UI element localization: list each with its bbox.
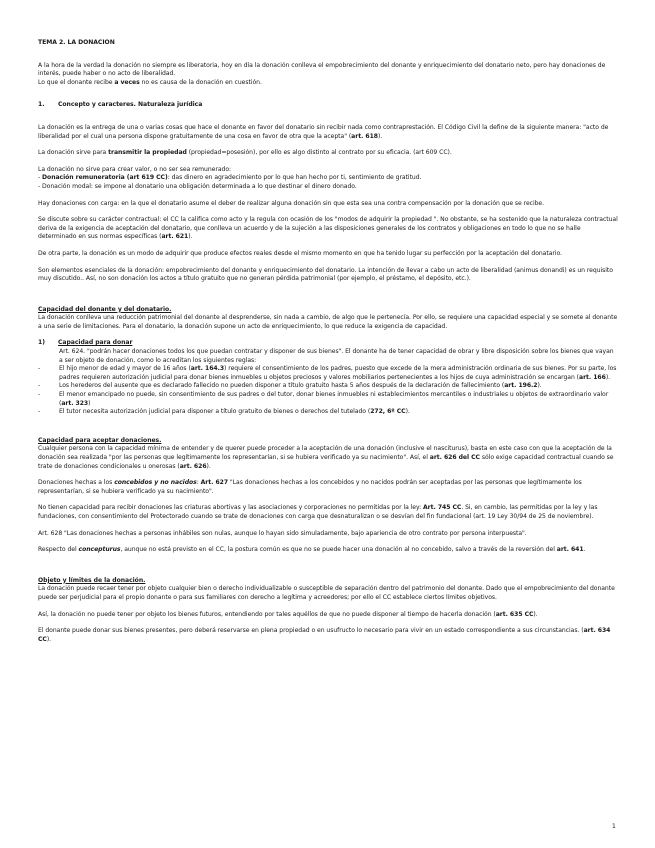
modal-line: - Donación modal: se impone al donatario una obligación determinada a lo que destinar el dinero donado.: [38, 182, 357, 190]
capacidad-heading: Capacidad del donante y del donatario.: [38, 305, 172, 313]
elementos-paragraph: Son elementos esenciales de la donación: empobrecimiento del donante y enriquecimiento del donatario. La intención de llevar a cabo un acto de liberalidad (animus donandi) es un requisito muy discutido.. Así, no son donación los actos a título gratuito que no generan pérdida patrimonial (por ejemplo, el préstamo, el depósito, etc.).: [38, 266, 613, 283]
document-title: TEMA 2. LA DONACION: [38, 39, 115, 46]
art-628-paragraph: Art. 628 "Las donaciones hechas a personas inhábiles son nulas, aunque lo hayan sido simuladamente, bajo apariencia de otro contrato por persona interpuesta".: [38, 529, 527, 537]
contractual-paragraph: Se discute sobre su carácter contractual: el CC la califica como acto y la regula con ocasión de los "modos de adquirir la propiedad ". No obstante, se ha sostenido que la naturaleza contractual deriva de la exigencia de aceptación del donatario, que conlleva un acuerdo y de la sujeción a las disposiciones generales de los contratos y obligaciones en todo lo que no se halle determinado en sus normas específicas (art. 621).: [38, 216, 618, 241]
aceptar-heading: Capacidad para aceptar donaciones.: [38, 436, 162, 444]
capacidad-donar-heading: 1) Capacidad para donar: [38, 339, 133, 347]
definition-paragraph: La donación es la entrega de una o varias cosas que hace el donante en favor del donatario sin recibir nada como contraprestación. El Código Civil la define de la siguiente manera: "acto de liberalidad por el cual una persona dispone gratuitamente de una cosa en favor de otra que la acepta" (art. 618).: [38, 123, 609, 140]
section-heading: 1. Concepto y caracteres. Naturaleza jurídica: [38, 101, 203, 109]
list-item: - El tutor necesita autorización judicial para disponer a título gratuito de bienes o derechos del tutelado (272, 6º CC).: [38, 408, 410, 416]
value-paragraph: La donación no sirve para crear valor, o no ser sea remunerado:: [38, 165, 232, 173]
modo-adquirir-paragraph: De otra parte, la donación es un modo de adquirir que produce efectos reales desde el mismo momento en que ha tenido lugar su perfección por la aceptación del donatario.: [38, 249, 562, 257]
list-item: - El menor emancipado no puede, sin consentimiento de sus padres o del tutor, donar bienes inmuebles ni establecimientos mercantiles o industriales u objetos de extraordinario valor (art. 323): [38, 391, 609, 407]
bienes-futuros-paragraph: Así, la donación no puede tener por objeto los bienes futuros, entendiendo por tales aquéllos de que no puede disponer al tiempo de hacerla donación (art. 635 CC).: [38, 610, 538, 618]
art-624-paragraph: Art. 624. "podrán hacer donaciones todos los que puedan contratar y disponer de sus bienes". El donante ha de tener capacidad de obrar y libre disposición sobre los bienes que vayan a ser objeto de donación, como lo acreditan los siguientes reglas:: [59, 348, 614, 364]
intro-paragraph: A la hora de la verdad la donación no siempre es liberatoria, hoy en día la donación conlleva el empobrecimiento del donante y enriquecimiento del donatario neto, pero hay donaciones de interés, puede haber o no acto de liberalidad.: [38, 61, 606, 78]
bienes-presentes-paragraph: El donante puede donar sus bienes presentes, pero deberá reservarse en plena propiedad o en usufructo lo necesario para vivir en un estado correspondiente a sus circunstancias. (art. 634 CC).: [38, 627, 611, 643]
rules-list: [38, 365, 618, 417]
aceptar-paragraph: Cualquier persona con la capacidad mínima de entender y de querer puede proceder a la aceptación de una donación (inclusive el nasciturus), basta en este caso con que la aceptación de la donación sea realizada "por las personas que legítimamente los representarían, si se hubiera verificado ya su nacimiento". Así, el art. 626 del CC sólo exige capacidad contractual cuando se trate de donaciones condicionales u onerosas (art. 626).: [38, 445, 614, 470]
list-item: - El hijo menor de edad y mayor de 16 años (art. 164.3) requiere el consentimiento de los padres, puesto que excede de la mera administración ordinaria de sus bienes. Por su parte, los padres requieren autorización judicial para donar bienes inmuebles u objetos preciosos y valores mobiliarios pertenecientes a los hijos de cuya administración se encargan (art. 166).: [38, 365, 617, 381]
capacidad-paragraph: La donación conlleva una reducción patrimonial del donante al desprenderse, sin nada a cambio, de algo que le pertenecía. Por ello, se requiere una capacidad especial y se somete al donante a una serie de limitaciones. Para el donatario, la donación supone un acto de enriquecimiento, lo que reduce la exigencia de capacidad.: [38, 314, 618, 330]
remuneratoria-line: - Donación remuneratoria (art 619 CC): das dinero en agradecimiento por lo que han hecho por ti, sentimiento de gratitud.: [38, 174, 422, 182]
concebidos-paragraph: Donaciones hechas a los concebidos y no nacidos: Art. 627 "Las donaciones hechas a los concebidos y no nacidos podrán ser aceptadas por las personas que legítimamente los representarían, si se hubiera verificado ya su nacimiento".: [38, 479, 582, 495]
concepturus-paragraph: Respecto del concepturus, aunque no está previsto en el CC, la postura común es que no se puede hacer una donación al no concebido, salvo a través de la reversión del art. 641.: [38, 546, 586, 554]
property-paragraph: La donación sirve para transmitir la propiedad (propiedad=posesión), por ello es algo distinto al contrato por su eficacia. (art 609 CC).: [38, 149, 452, 157]
objeto-heading: Objeto y límites de la donación.: [38, 576, 146, 584]
list-item: - Los herederos del ausente que es declarado fallecido no pueden disponer a título gratuito hasta 5 años después de la declaración de fallecimiento (art. 196.2).: [38, 382, 542, 390]
document-page: [38, 39, 618, 644]
intro-line-2: Lo que el donante recibe a veces no es causa de la donación en cuestión.: [38, 78, 262, 86]
page-number: 1: [612, 823, 616, 830]
carga-paragraph: Hay donaciones con carga: en la que el donatario asume el deber de realizar alguna donación sin que esta sea una contra compensación por la donación que se recibe.: [38, 199, 545, 207]
no-capacidad-paragraph: No tienen capacidad para recibir donaciones las criaturas abortivas y las asociaciones y corporaciones no permitidas por la ley: Art. 745 CC. Si, en cambio, las permitidas por la ley y las fundaciones, con consentimiento del Protectorado cuando se trate de donaciones con carga que desnaturalizan o se desvían del fin fundacional (art. 19 Ley 30/94 de 25 de noviembre).: [38, 504, 598, 520]
objeto-paragraph: La donación puede recaer tener por objeto cualquier bien o derecho individualizable o susceptible de separación dentro del patrimonio del donante. Dado que el empobrecimiento del donante puede ser perjudicial para el propio donante o para sus familiares con derecho a legítima y acreedores; por ello el CC establece ciertos límites objetivos.: [38, 585, 615, 601]
